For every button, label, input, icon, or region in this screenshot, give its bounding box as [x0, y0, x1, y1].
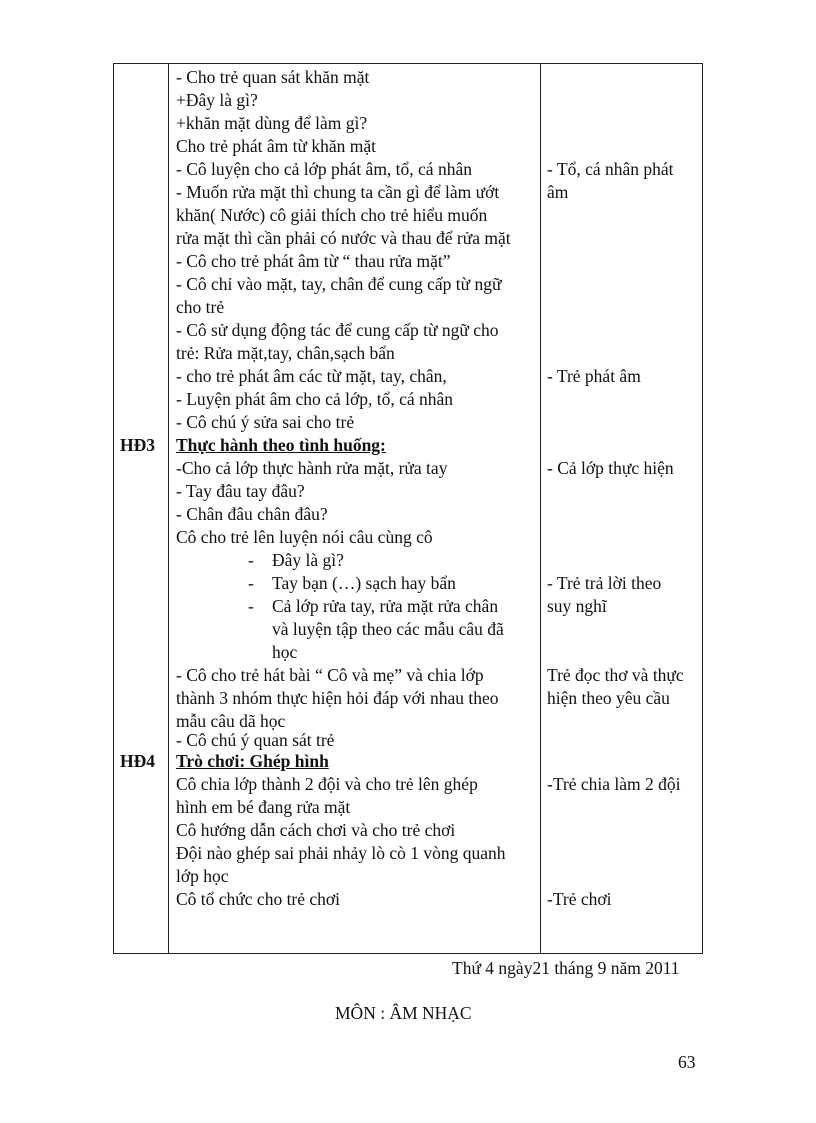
activity-line: - Cô luyện cho cả lớp phát âm, tổ, cá nhân — [176, 159, 472, 179]
activity-line: khăn( Nước) cô giải thích cho trẻ hiểu muốn — [176, 205, 488, 225]
activity-line: - Muốn rửa mặt thì chung ta cần gì để làm ướt — [176, 182, 500, 202]
activity-line: - Cô chú ý quan sát trẻ — [176, 730, 335, 750]
child-activity-line: âm — [547, 182, 569, 202]
child-activity-line: -Trẻ chơi — [547, 889, 612, 909]
activity-line: Cô cho trẻ lên luyện nói câu cùng cô — [176, 527, 433, 547]
sub-list-item: và luyện tập theo các mẫu câu đã — [272, 619, 504, 639]
lesson-date: Thứ 4 ngày21 tháng 9 năm 2011 — [452, 958, 680, 978]
subject-heading: MÔN : ÂM NHẠC — [335, 1003, 472, 1023]
list-bullet: - — [248, 573, 254, 593]
sub-list-item: Cả lớp rửa tay, rửa mặt rửa chân — [272, 596, 499, 616]
activity-line: - Cô sử dụng động tác để cung cấp từ ngữ cho — [176, 320, 499, 340]
child-activity-line: hiện theo yêu cầu — [547, 688, 670, 708]
sub-list-item: Tay bạn (…) sạch hay bẩn — [272, 573, 456, 593]
section-heading-game: Trò chơi: Ghép hình — [176, 751, 329, 771]
activity-line: -Cho cả lớp thực hành rửa mặt, rửa tay — [176, 458, 448, 478]
activity-line: - Cô chỉ vào mặt, tay, chân để cung cấp từ ngữ — [176, 274, 502, 294]
activity-line: Cô tổ chức cho trẻ chơi — [176, 889, 341, 909]
activity-line: Đội nào ghép sai phải nhảy lò cò 1 vòng quanh — [176, 843, 506, 863]
activity-line: - Chân đâu chân đâu? — [176, 504, 328, 524]
activity-label-hd3: HĐ3 — [120, 435, 155, 455]
child-activity-line: suy nghĩ — [547, 596, 607, 616]
activity-line: - Cô chú ý sửa sai cho trẻ — [176, 412, 355, 432]
column-divider-2 — [540, 64, 541, 953]
list-bullet: - — [248, 550, 254, 570]
activity-line: mẫu câu dã học — [176, 711, 286, 731]
child-activity-line: - Trẻ phát âm — [547, 366, 641, 386]
activity-line: Cô hướng dẫn cách chơi và cho trẻ chơi — [176, 820, 456, 840]
activity-line: hình em bé đang rửa mặt — [176, 797, 351, 817]
child-activity-line: - Cả lớp thực hiện — [547, 458, 674, 478]
activity-line: +Đây là gì? — [176, 90, 258, 110]
lesson-table — [113, 63, 703, 954]
activity-line: - Cho trẻ quan sát khăn mặt — [176, 67, 370, 87]
activity-line: trẻ: Rửa mặt,tay, chân,sạch bẩn — [176, 343, 395, 363]
child-activity-line: - Trẻ trả lời theo — [547, 573, 662, 593]
sub-list-item: học — [272, 642, 298, 662]
activity-line: lớp học — [176, 866, 229, 886]
activity-line: rửa mặt thì cần phải có nước và thau để rửa mặt — [176, 228, 511, 248]
activity-line: Cho trẻ phát âm từ khăn mặt — [176, 136, 376, 156]
sub-list-item: Đây là gì? — [272, 550, 344, 570]
child-activity-line: Trẻ đọc thơ và thực — [547, 665, 684, 685]
activity-line: - Tay đâu tay đâu? — [176, 481, 305, 501]
activity-line: - Luyện phát âm cho cả lớp, tổ, cá nhân — [176, 389, 454, 409]
column-divider-1 — [168, 64, 169, 953]
section-heading-practice: Thực hành theo tình huống: — [176, 435, 386, 455]
activity-label-hd4: HĐ4 — [120, 751, 155, 771]
page-number: 63 — [678, 1052, 696, 1072]
child-activity-line: -Trẻ chia làm 2 đội — [547, 774, 681, 794]
child-activity-line: - Tổ, cá nhân phát — [547, 159, 674, 179]
activity-line: - Cô cho trẻ hát bài “ Cô và mẹ” và chia lớp — [176, 665, 484, 685]
activity-line: thành 3 nhóm thực hiện hỏi đáp với nhau theo — [176, 688, 499, 708]
activity-line: +khăn mặt dùng để làm gì? — [176, 113, 368, 133]
activity-line: - cho trẻ phát âm các từ mặt, tay, chân, — [176, 366, 447, 386]
list-bullet: - — [248, 596, 254, 616]
activity-line: cho trẻ — [176, 297, 225, 317]
activity-line: - Cô cho trẻ phát âm từ “ thau rửa mặt” — [176, 251, 451, 271]
activity-line: Cô chia lớp thành 2 đội và cho trẻ lên ghép — [176, 774, 478, 794]
